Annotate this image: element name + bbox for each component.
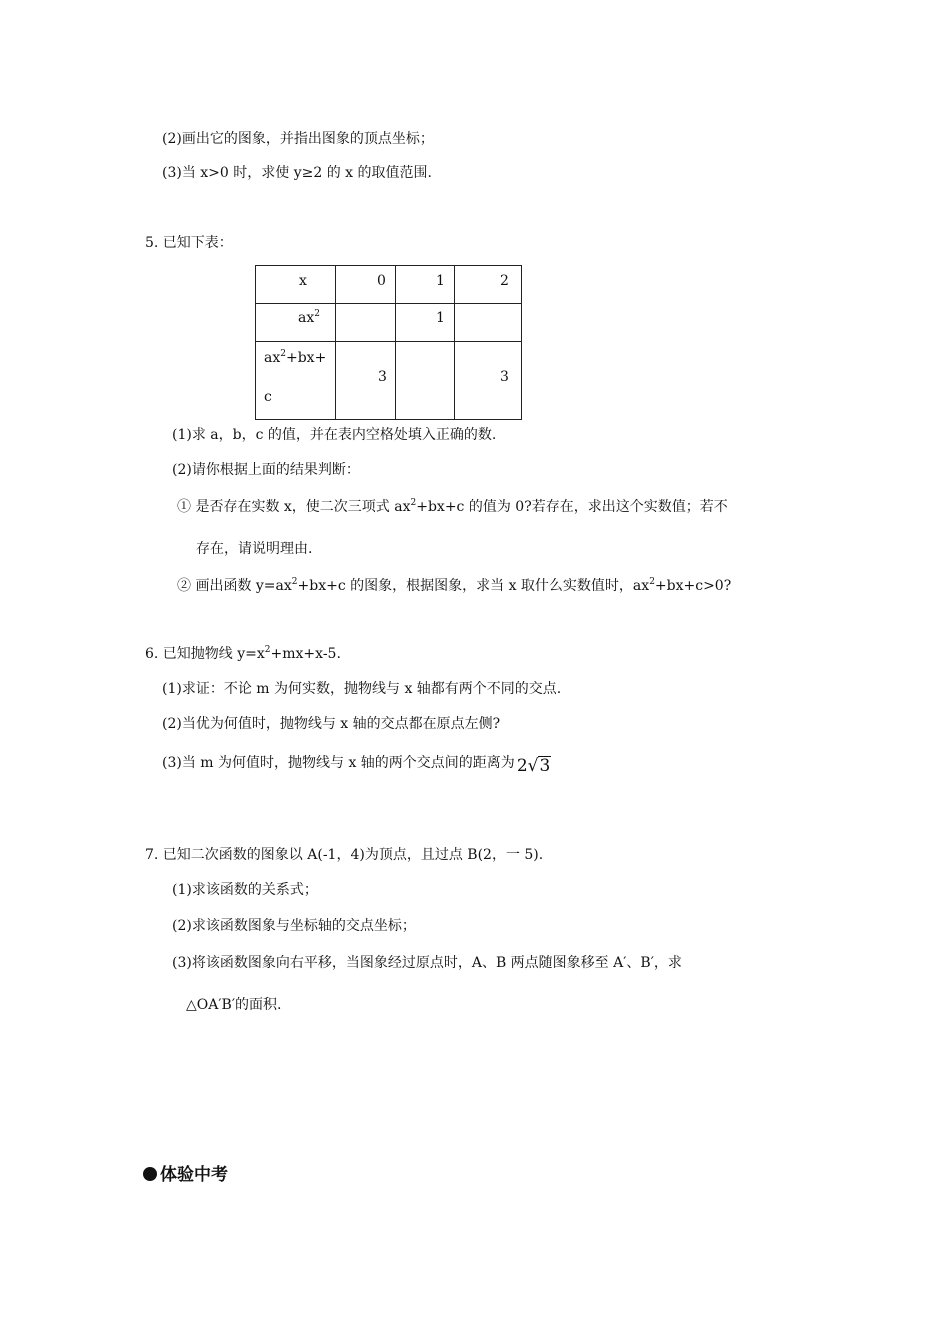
table-cell xyxy=(336,304,396,342)
q6-part1: (1)求证：不论 m 为何实数，抛物线与 x 轴都有两个不同的交点. xyxy=(162,681,562,697)
q6-part2: (2)当优为何值时，抛物线与 x 轴的交点都在原点左侧? xyxy=(162,716,501,732)
q7-stem: 7. 已知二次函数的图象以 A(-1，4)为顶点，且过点 B(2，一 5). xyxy=(145,847,544,863)
q5-sub1-continued: 存在，请说明理由. xyxy=(196,541,313,557)
table-cell: 1 xyxy=(396,304,455,342)
q7-part3-continued: △OA′B′的面积. xyxy=(186,997,282,1013)
section-heading: 体验中考 xyxy=(143,1160,228,1185)
q6-stem: 6. 已知抛物线 $y=x^2+mx+x-5$. xyxy=(145,645,341,662)
q7-part3: (3)将该函数图象向右平移，当图象经过原点时，A、B 两点随图象移至 A′、B′，求 xyxy=(172,955,682,971)
table-cell: $ax^2+bx+$ c xyxy=(256,342,336,420)
table-cell: 0 xyxy=(336,266,396,304)
q7-part2: (2)求该函数图象与坐标轴的交点坐标； xyxy=(172,918,416,934)
q5-sub2: ② 画出函数 $y=ax^2+bx+c$ 的图象，根据图象，求当 x 取什么实数值时，$ax^2+bx+c>0$? xyxy=(177,577,732,594)
sqrt-expression: 2√3 xyxy=(516,756,551,776)
table-cell: x xyxy=(256,266,336,304)
q5-part1: (1)求 a，b，c 的值，并在表内空格处填入正确的数. xyxy=(172,427,497,443)
table-cell: 2 xyxy=(455,266,522,304)
table-cell: 3 xyxy=(336,342,396,420)
q7-part1: (1)求该函数的关系式； xyxy=(172,882,318,898)
q4-part3: (3)当 x>0 时，求使 y≥2 的 x 的取值范围. xyxy=(162,165,432,181)
q5-stem: 5. 已知下表： xyxy=(145,235,233,251)
q6-part3: (3)当 m 为何值时，抛物线与 x 轴的两个交点间的距离为 2√3 xyxy=(162,755,551,776)
table-cell: 1 xyxy=(396,266,455,304)
table-cell xyxy=(396,342,455,420)
q5-sub1: ① 是否存在实数 x，使二次三项式 $ax^2+bx+c$ 的值为 0?若存在，求出这个实数值；若不 xyxy=(177,498,728,515)
value-table xyxy=(255,265,522,420)
table-cell: 3 xyxy=(455,342,522,420)
table-cell xyxy=(455,304,522,342)
bullet-icon xyxy=(143,1167,157,1181)
q4-part2: (2)画出它的图象，并指出图象的顶点坐标； xyxy=(162,131,434,147)
q5-part2: (2)请你根据上面的结果判断： xyxy=(172,462,360,478)
table-cell: $ax^2$ xyxy=(256,304,336,342)
